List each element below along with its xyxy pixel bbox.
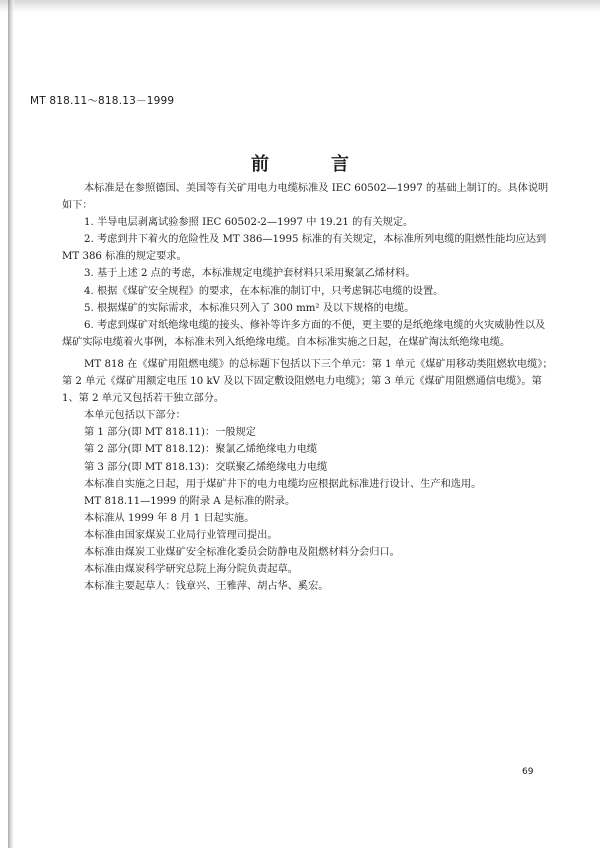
paragraph-part-1: 第 1 部分(即 MT 818.11)：一般规定	[84, 427, 256, 439]
paragraph-unit-intro: 本单元包括以下部分：	[84, 410, 186, 422]
paragraph-item-5: 5. 根据煤矿的实际需求，本标准只列入了 300 mm² 及以下规格的电缆。	[84, 302, 415, 314]
standard-code: MT 818.11～818.13－1999	[30, 95, 175, 107]
paragraph-drafters: 本标准主要起草人：钱章兴、王雅萍、胡占华、奚宏。	[84, 581, 329, 593]
paragraph-item-4: 4. 根据《煤矿安全规程》的要求，在本标准的制订中，只考虑铜芯电缆的设置。	[84, 285, 444, 297]
page-title: 前 言	[251, 154, 371, 175]
foreword-body	[62, 180, 554, 595]
paragraph-item-2: 2. 考虑到井下着火的危险性及 MT 386—1995 标准的有关规定，本标准所列电缆的阻燃性能均应达到 MT 386 标准的规定要求。	[62, 234, 547, 263]
paragraph-intro: 本标准是在参照德国、美国等有关矿用电力电缆标准及 IEC 60502—1997 的基础上制订的。具体说明如下：	[62, 183, 549, 212]
paragraph-implement: 本标准自实施之日起，用于煤矿井下的电力电缆均应根据此标准进行设计、生产和选用。	[84, 478, 482, 490]
paragraph-effective: 本标准从 1999 年 8 月 1 日起实施。	[84, 512, 255, 524]
paragraph-series: MT 818 在《煤矿用阻燃电缆》的总标题下包括以下三个单元：第 1 单元《煤矿用移动类阻燃软电缆》；第 2 单元《煤矿用额定电压 10 kV 及以下固定敷设阻燃电力电缆》；第 3 单元《煤矿用阻燃通信电缆》。第 1、第 2 单元又包括若干独立部分。	[62, 358, 553, 405]
scan-shadow-top	[0, 0, 600, 12]
page-number: 69	[522, 767, 534, 777]
paragraph-appendix: MT 818.11—1999 的附录 A 是标准的附录。	[84, 495, 296, 507]
paragraph-item-1: 1. 半导电层剥离试验参照 IEC 60502-2—1997 中 19.21 的有关规定。	[84, 217, 414, 229]
paragraph-item-6: 6. 考虑到煤矿对纸绝缘电缆的接头、修补等许多方面的不便，更主要的是纸绝缘电缆的火灾威胁性以及煤矿实际电缆着火事例，本标准未列入纸绝缘电缆。自本标准实施之日起，在煤矿淘汰纸绝缘电缆。	[62, 319, 546, 348]
paragraph-centralized: 本标准由煤炭工业煤矿安全标准化委员会防静电及阻燃材料分会归口。	[84, 546, 400, 558]
paragraph-part-2: 第 2 部分(即 MT 818.12)：聚氯乙烯绝缘电力电缆	[84, 444, 318, 456]
scan-binding-edge	[8, 0, 14, 848]
paragraph-item-3: 3. 基于上述 2 点的考虑，本标准规定电缆护套材料只采用聚氯乙烯材料。	[84, 268, 416, 280]
paragraph-proposed: 本标准由国家煤炭工业局行业管理司提出。	[84, 529, 278, 541]
paragraph-drafted-unit: 本标准由煤炭科学研究总院上海分院负责起草。	[84, 564, 298, 576]
paragraph-part-3: 第 3 部分(即 MT 818.13)：交联聚乙烯绝缘电力电缆	[84, 461, 328, 473]
